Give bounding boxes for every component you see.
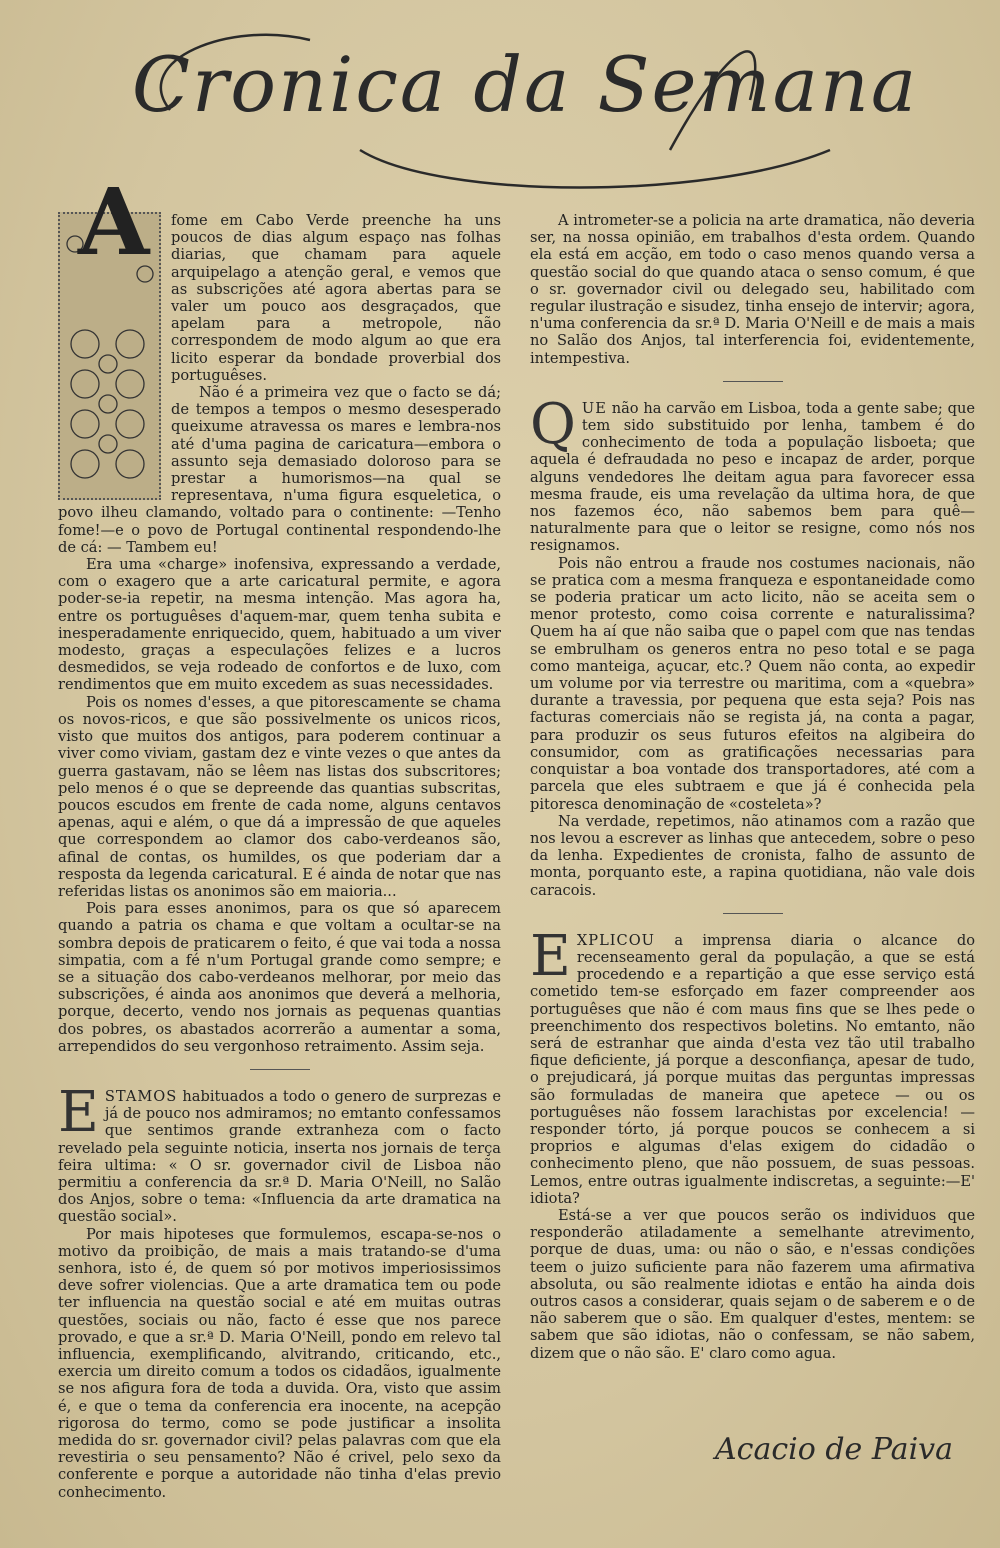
paragraph: fome em Cabo Verde preenche ha uns poucos de dias algum espaço nas folhas diarias, que chamam para aquele arquipelago a atenção geral, e vemos que as subscrições até agora abertas para se valer um pouco aos desgraçados, que apelam para a metropole, não correspondem de modo algum ao que era licito esperar da bondade proverbial dos portuguêses. — [171, 212, 501, 384]
ornamental-dropcap — [58, 168, 161, 500]
column-right — [530, 212, 975, 1362]
paragraph: Pois não entrou a fraude nos costumes nacionais, não se pratica com a mesma franqueza e espontaneidade como se poderia praticar um acto licito, não se aceita sem o menor protesto, como coisa corrente e naturalissima? Quem ha aí que não saiba que o papel com que nas tendas se embrulham os generos entra no peso total e se paga como manteiga, açucar, etc.? Quem não conta, ao expedir um volume por via terrestre ou maritima, com a «quebra» durante a travessia, por pequena que esta seja? Pois nas facturas comerciais não se regista já, na conta a pagar, para produzir os seus futuros efeitos na algibeira do consumidor, com as gratificações necessarias para conquistar a boa vontade dos transportadores, até com a parcela que eles subtraem e que já é conhecida pela pitoresca denominação de «costeleta»? — [530, 554, 975, 813]
dropcap-letter: A — [78, 168, 150, 276]
paragraph: Está-se a ver que poucos serão os individuos que responderão atiladamente a semelhante atrevimento, porque de duas, uma: ou não o são, e n'essas condições teem o juizo suficiente para não fazerem uma afirmativa absoluta, ou são realmente idiotas e então ha ainda dois outros casos a considerar, quais sejam o de saberem e o de não saberem que o são. Em qualquer d'estes, mentem: se sabem que são idiotas, não o confessam, se não sabem, dizem que o não são. E' claro como agua. — [530, 1206, 975, 1362]
paragraph-text: a imprensa diaria o alcance do recenseamento geral da população, a que se está procedendo e a repartição a que esse serviço está cometido tem-se esforçado em fazer compreender aos portuguêses que não é com maus fins que se lhes pede o preenchimento dos respectivos boletins. No emtanto, não será de estranhar que ainda d'esta vez tão util trabalho fique deficiente, já porque a desconfiança, apesar de tudo, o prejudicará, já porque muitas das perguntas impressas são formuladas de maneira que apetece — ou os portuguêses não fossem larachistas por excelencia! — responder tórto, já porque poucos se conhecem a si proprios e algumas d'elas exigem do cidadão o conhecimento pleno, que não possuem, de suas pessoas. Lemos, entre outras igualmente indiscretas, a seguinte:—E' idiota? — [530, 931, 975, 1207]
dropcap-letter: E — [530, 923, 571, 989]
paragraph: Pois para esses anonimos, para os que só aparecem quando a patria os chama e que voltam a ocultar-se na sombra depois de praticarem o feito, é que vai toda a nossa simpatia, com a fé n'um Portugal grande como sempre; e se a situação dos cabo-verdeanos melhorar, por meio das subscrições, é ainda aos anonimos que deverá a melhoria, porque, decerto, vendo nos jornais as pequenas quantias dos pobres, os abastados acorrerão a aumentar a soma, arrependidos do seu vergonhoso retraimento. Assim seja. — [58, 900, 501, 1055]
paragraph: Por mais hipoteses que formulemos, escapa-se-nos o motivo da proibição, de mais a mais tratando-se d'uma senhora, isto é, de quem só por motivos imperiosissimos deve sofrer violencias. Que a arte dramatica tem ou pode ter influencia na questão social e até em muitas outras questões, sociais ou não, facto é esse que nos parece provado, e que a sr.ª D. Maria O'Neill, pondo em relevo tal influencia, exemplificando, alvitrando, criticando, etc., exercia um direito comum a todos os cidadãos, igualmente se nos afigura fora de toda a duvida. Ora, visto que assim é, e que o tema da conferencia era inocente, na acepção rigorosa do termo, como se pode justificar a insolita medida do sr. governador civil? pelas palavras com que ela revestiria o seu pensamento? Não é crivel, pelo sexo da conferente e porque a autoridade não tinha d'elas previo conhecimento. — [58, 1225, 501, 1501]
paragraph-text: habituados a todo o genero de surprezas e já de pouco nos admiramos; no emtanto confessamos que sentimos grande extranheza com o facto revelado pela seguinte noticia, inserta nos jornais de terça feira ultima: « O sr. governador civil de Lisboa não permitiu a conferencia da sr.ª D. Maria O'Neill, no Salão dos Anjos, sobre o tema: «Influencia da arte dramatica na questão social». — [58, 1087, 501, 1226]
section-divider — [723, 913, 783, 914]
lead-word: UE — [581, 399, 607, 417]
column-left — [58, 168, 501, 1501]
dropcap-letter: E — [58, 1079, 99, 1145]
paragraph: A intrometer-se a policia na arte dramatica, não deveria ser, na nossa opinião, em trabalhos d'esta ordem. Quando ela está em acção, em todo o caso menos quando versa a questão social do que quando ataca o senso comum, é que o sr. governador civil ou delegado seu, habilitado com regular ilustração e sisudez, tinha ensejo de intervir; agora, n'uma conferencia da sr.ª D. Maria O'Neill e de mais a mais no Salão dos Anjos, tal interferencia foi, evidentemente, intempestiva. — [530, 212, 975, 367]
masthead-title: Cronica da Semana — [131, 40, 919, 129]
paragraph: Era uma «charge» inofensiva, expressando a verdade, com o exagero que a arte caricatural permite, e agora poder-se-ia repetir, na mesma intenção. Mas agora ha, entre os portuguêses d'aquem-mar, quem tenha subita e inesperadamente enriquecido, quem, habituado a um viver modesto, graças a especulações felizes e a lucros desmedidos, se veja rodeado de confortos e de luxo, com rendimentos que em muito excedem as suas necessidades. — [58, 556, 501, 694]
author-signature: Acacio de Paiva — [715, 1432, 953, 1467]
section-divider — [250, 1069, 310, 1070]
dropcap-letter: Q — [530, 391, 576, 457]
paragraph: Pois os nomes d'esses, a que pitorescamente se chama os novos-ricos, e que são possivelmente os unicos ricos, visto que muitos dos antigos, para poderem continuar a viver como viviam, gastam dez e vinte vezes o que antes da guerra gastavam, não se lêem nas listas dos subscritores; pelo menos é o que se depreende das quantias subscritas, poucos escudos em frente de cada nome, alguns centavos apenas, aqui e além, o que dá a impressão de que aqueles que correspondem ao clamor dos cabo-verdeanos são, afinal de contas, os humildes, os que poderiam dar a resposta da legenda caricatural. E é ainda de notar que nas referidas listas os anonimos são em maioria... — [58, 693, 501, 900]
section-divider — [723, 381, 783, 382]
paragraph — [58, 1079, 501, 1226]
masthead — [110, 0, 940, 195]
lead-word: XPLICOU — [576, 931, 655, 949]
paragraph: Na verdade, repetimos, não atinamos com a razão que nos levou a escrever as linhas que antecedem, sobre o peso da lenha. Expedientes de cronista, falho de assunto de monta, porquanto este, a rapina quotidiana, não vale dois caracois. — [530, 812, 975, 899]
lead-word: STAMOS — [104, 1087, 178, 1105]
paragraph — [530, 923, 975, 1207]
paragraph: Não é a primeira vez que o facto se dá; de tempos a tempos o mesmo desesperado queixume atravessa os mares e lembra-nos até d'uma pagina de caricatura—embora o assunto seja demasiado doloroso para se prestar a humorismos—na qual se representava, n'uma figura esqueletica, o povo ilheu clamando, voltado para o continente: —Tenho fome!—e o povo de Portugal continental respondendo-lhe de cá: — Tambem eu! — [58, 384, 501, 556]
paragraph-text: não ha carvão em Lisboa, toda a gente sabe; que tem sido substituido por lenha, tambem é do conhecimento de toda a população lisboeta; que aquela é defraudada no peso e incapaz de arder, porque alguns vendedores lhe deitam agua para favorecer essa mesma fraude, eis uma revelação da ultima hora, de que nos fazemos éco, não sabemos bem para quê—naturalmente para que o leitor se resigne, como nós nos resignamos. — [530, 399, 976, 555]
paragraph — [530, 391, 976, 555]
